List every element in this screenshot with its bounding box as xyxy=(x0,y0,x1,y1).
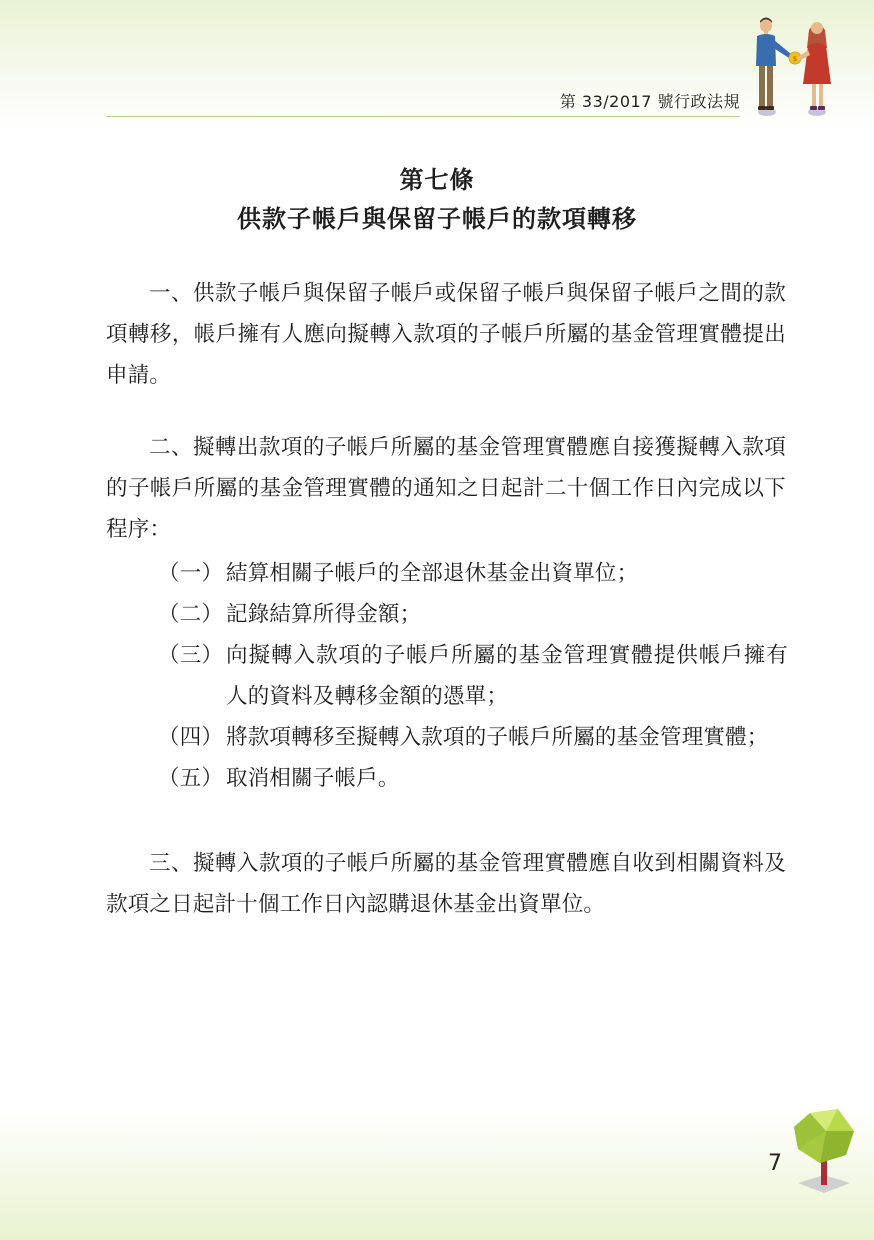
list-item xyxy=(158,594,788,635)
paragraph-3: 三、擬轉入款項的子帳戶所屬的基金管理實體應自收到相關資料及款項之日起計十個工作日內認購退休基金出資單位。 xyxy=(106,851,786,917)
list-item-label: （一） xyxy=(158,561,224,586)
header-background xyxy=(0,0,874,130)
footer-background xyxy=(0,1110,874,1240)
list-item xyxy=(158,758,788,799)
list-item xyxy=(158,553,788,594)
header-divider xyxy=(106,116,740,117)
list-item xyxy=(158,635,788,717)
tree-icon xyxy=(790,1105,858,1197)
paragraph-2: 二、擬轉出款項的子帳戶所屬的基金管理實體應自接獲擬轉入款項的子帳戶所屬的基金管理實體的通知之日起計二十個工作日內完成以下程序： xyxy=(106,435,786,542)
two-people-exchanging-coin-icon xyxy=(745,14,845,122)
list-item xyxy=(158,717,788,758)
article-title: 供款子帳戶與保留子帳戶的款項轉移 xyxy=(237,205,637,233)
list-item-text: 將款項轉移至擬轉入款項的子帳戶所屬的基金管理實體； xyxy=(226,725,769,750)
paragraph-1: 一、供款子帳戶與保留子帳戶或保留子帳戶與保留子帳戶之間的款項轉移，帳戶擁有人應向擬轉入款項的子帳戶所屬的基金管理實體提出申請。 xyxy=(106,281,786,388)
procedure-list xyxy=(158,553,788,799)
page-number: 7 xyxy=(768,1151,782,1176)
list-item-label: （三） xyxy=(158,643,224,668)
list-item-text: 記錄結算所得金額； xyxy=(226,602,422,627)
svg-text:$: $ xyxy=(792,55,798,63)
document-reference: 第 33/2017 號行政法規 xyxy=(559,92,740,111)
list-item-text: 取消相關子帳戶。 xyxy=(226,766,400,791)
article-number: 第七條 xyxy=(399,166,475,194)
list-item-text: 向擬轉入款項的子帳戶所屬的基金管理實體提供帳戶擁有人的資料及轉移金額的憑單； xyxy=(226,643,788,709)
list-item-label: （二） xyxy=(158,602,224,627)
list-item-label: （四） xyxy=(158,725,224,750)
list-item-text: 結算相關子帳戶的全部退休基金出資單位； xyxy=(226,561,639,586)
list-item-label: （五） xyxy=(158,766,224,791)
